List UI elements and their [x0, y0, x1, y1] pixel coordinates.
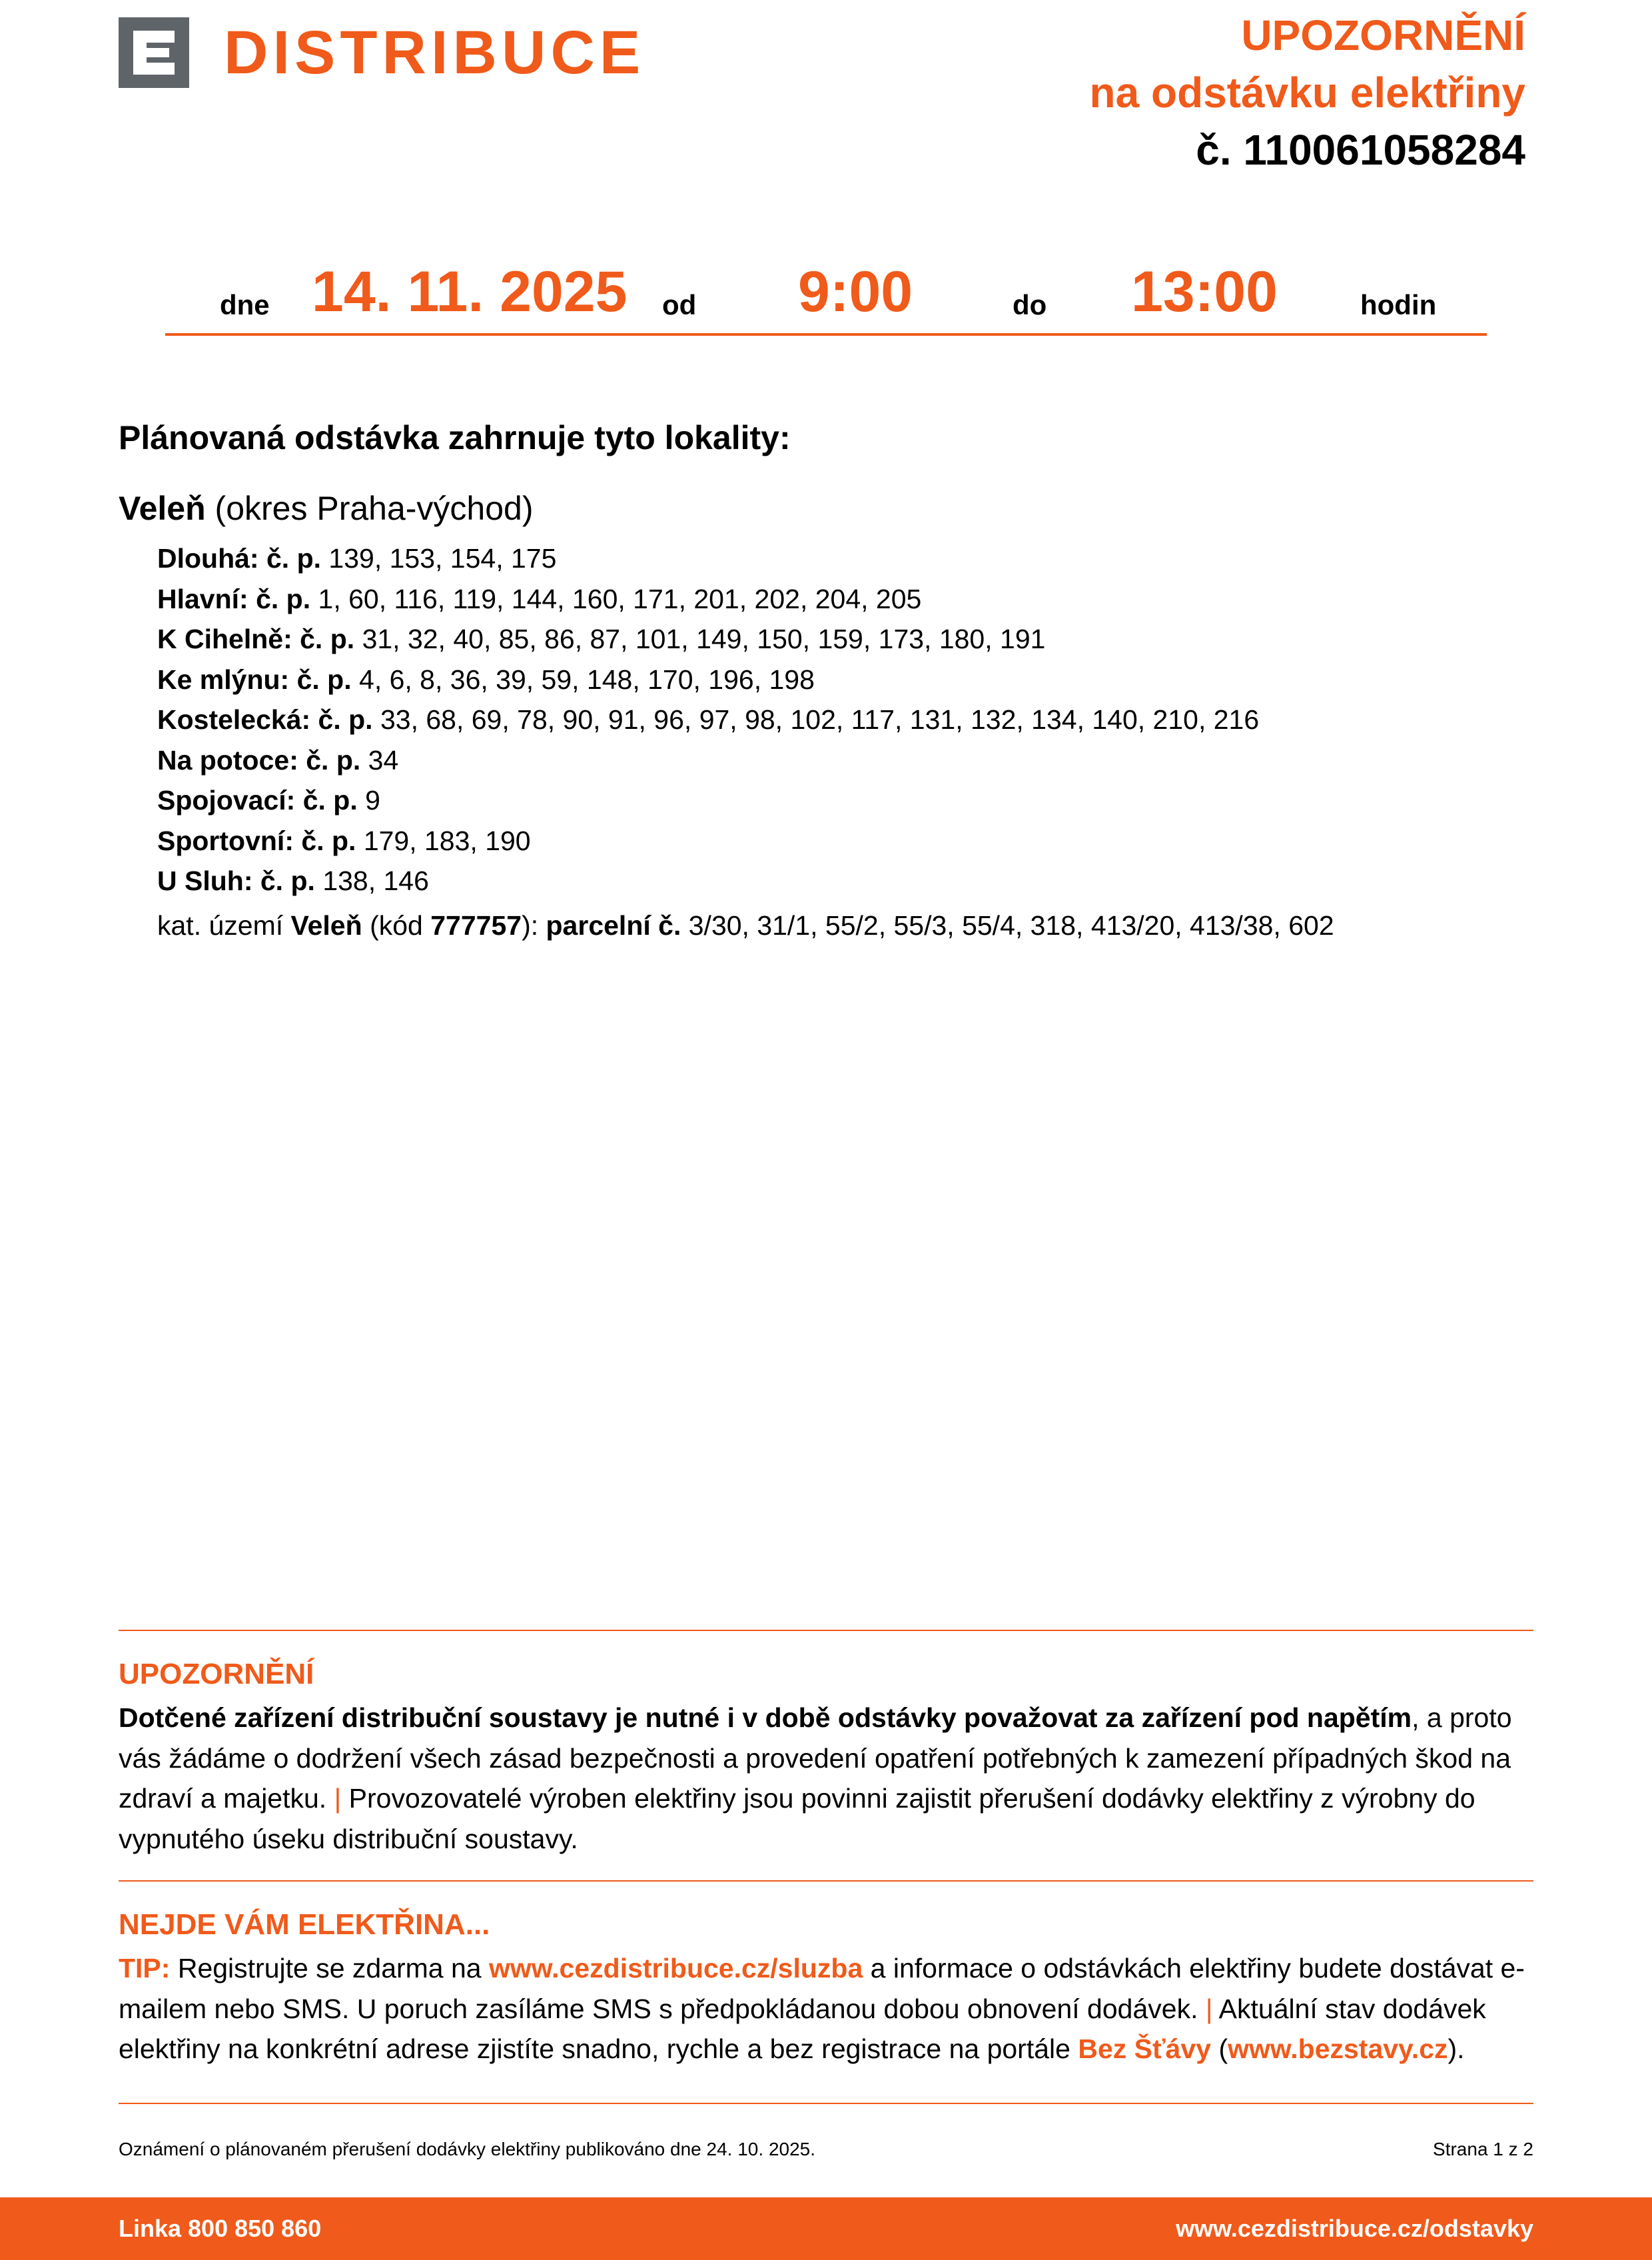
from-label: od [662, 289, 697, 320]
warning-title: UPOZORNĚNÍ [119, 1658, 314, 1690]
cadastral-area: Veleň [290, 910, 362, 941]
hotline[interactable]: Linka 800 850 860 [119, 2215, 322, 2242]
outage-schedule [165, 259, 1487, 336]
website-link[interactable]: www.cezdistribuce.cz/odstavky [1176, 2215, 1533, 2242]
brand-name: DISTRIBUCE [224, 19, 645, 87]
house-numbers: 4, 6, 8, 36, 39, 59, 148, 170, 196, 198 [359, 664, 815, 695]
close-paren: ). [1447, 2033, 1465, 2064]
street-name: Spojovací: č. p. [157, 785, 358, 816]
warning-text [119, 1698, 1537, 1859]
outage-date: 14. 11. 2025 [312, 260, 627, 324]
notice-title [1090, 7, 1525, 179]
page-number: Strana 1 z 2 [1433, 2139, 1533, 2159]
parcel-label: parcelní č. [546, 910, 681, 941]
town-heading [119, 489, 534, 528]
tip-text [119, 1948, 1537, 2069]
list-item [157, 700, 1259, 740]
title-line-2: na odstávku elektřiny [1089, 69, 1525, 117]
house-numbers: 179, 183, 190 [363, 825, 531, 856]
separator: | [1205, 1993, 1213, 2024]
house-numbers: 34 [368, 744, 399, 776]
house-numbers: 31, 32, 40, 85, 86, 87, 101, 149, 150, 159, 173, 180, 191 [362, 624, 1046, 654]
street-name: Hlavní: č. p. [157, 583, 311, 614]
town-name: Veleň [119, 490, 206, 527]
footer-bar [0, 2197, 1652, 2260]
notice-number: č. 110061058284 [1196, 126, 1525, 174]
tip-text-1: Registrujte se zdarma na [177, 1953, 482, 1983]
divider [119, 1880, 1533, 1882]
street-name: Na potoce: č. p. [157, 744, 361, 776]
house-numbers: 1, 60, 116, 119, 144, 160, 171, 201, 202, 204, 205 [318, 583, 922, 614]
cadastral-code: 777757 [430, 910, 522, 941]
list-item [157, 821, 1259, 861]
from-time: 9:00 [798, 260, 913, 324]
to-time: 13:00 [1131, 260, 1278, 324]
list-item [157, 660, 1259, 700]
list-item [157, 861, 1259, 901]
locations-heading: Plánovaná odstávka zahrnuje tyto lokality: [119, 419, 791, 456]
house-numbers: 9 [365, 785, 380, 816]
list-item [157, 619, 1259, 660]
code-suffix: ): [522, 910, 539, 941]
date-label: dne [220, 289, 270, 320]
house-numbers: 33, 68, 69, 78, 90, 91, 96, 97, 98, 102, 117, 131, 132, 134, 140, 210, 216 [380, 704, 1260, 735]
to-label: do [1013, 289, 1047, 320]
tip-text-3: Aktuální stav dodávek elektřiny na konkrétní adrese zjistíte snadno, rychle a bez registrace na portále [119, 1993, 1486, 2064]
district-name: (okres Praha-východ) [214, 490, 534, 527]
street-name: U Sluh: č. p. [157, 865, 315, 896]
street-name: Dlouhá: č. p. [157, 543, 321, 574]
tip-text-2: a informace o odstávkách elektřiny budete dostávat e-mailem nebo SMS. U poruch zasíláme SMS s předpokládanou dobou obnovení dodávek. [119, 1953, 1525, 2024]
parcel-numbers: 3/30, 31/1, 55/2, 55/3, 55/4, 318, 413/20, 413/38, 602 [688, 910, 1334, 941]
publication-note: Oznámení o plánovaném přerušení dodávky elektřiny publikováno dne 24. 10. 2025. [119, 2139, 816, 2159]
registration-link[interactable]: www.cezdistribuce.cz/sluzba [489, 1953, 863, 1983]
street-list [157, 538, 1259, 901]
parcel-line [157, 910, 1334, 941]
street-name: Sportovní: č. p. [157, 825, 356, 856]
street-name: Ke mlýnu: č. p. [157, 664, 352, 695]
cez-logo-icon [119, 17, 189, 88]
code-prefix: (kód [370, 910, 423, 941]
list-item [157, 538, 1259, 579]
warning-text-2: Provozovatelé výroben elektřiny jsou povinni zajistit přerušení dodávky elektřiny z výrobny do vypnutého úseku distribuční soustavy. [119, 1783, 1475, 1854]
warning-bold-text: Dotčené zařízení distribuční soustavy je nutné i v době odstávky považovat za zařízení pod napětím [119, 1702, 1412, 1733]
separator: | [334, 1783, 342, 1814]
cadastral-prefix: kat. území [157, 910, 284, 941]
portal-link[interactable]: www.bezstavy.cz [1228, 2033, 1448, 2064]
street-name: Kostelecká: č. p. [157, 704, 373, 735]
warning-text-1: , a proto vás žádáme o dodržení všech zásad bezpečnosti a provedení opatření potřebných k zamezení případných škod na zdraví a majetku. [119, 1702, 1512, 1814]
divider [119, 1630, 1533, 1631]
title-line-1: UPOZORNĚNÍ [1241, 11, 1525, 59]
tip-label: TIP: [119, 1953, 171, 1983]
list-item [157, 579, 1259, 620]
portal-name: Bez Šťávy [1078, 2033, 1212, 2064]
divider [119, 2103, 1533, 2104]
company-logo [119, 17, 645, 88]
street-name: K Cihelně: č. p. [157, 624, 355, 654]
list-item [157, 740, 1259, 781]
unit-label: hodin [1360, 289, 1437, 320]
house-numbers: 138, 146 [322, 865, 429, 896]
house-numbers: 139, 153, 154, 175 [328, 543, 557, 574]
tip-title: NEJDE VÁM ELEKTŘINA... [119, 1908, 490, 1941]
open-paren: ( [1218, 2033, 1228, 2064]
list-item [157, 780, 1259, 821]
